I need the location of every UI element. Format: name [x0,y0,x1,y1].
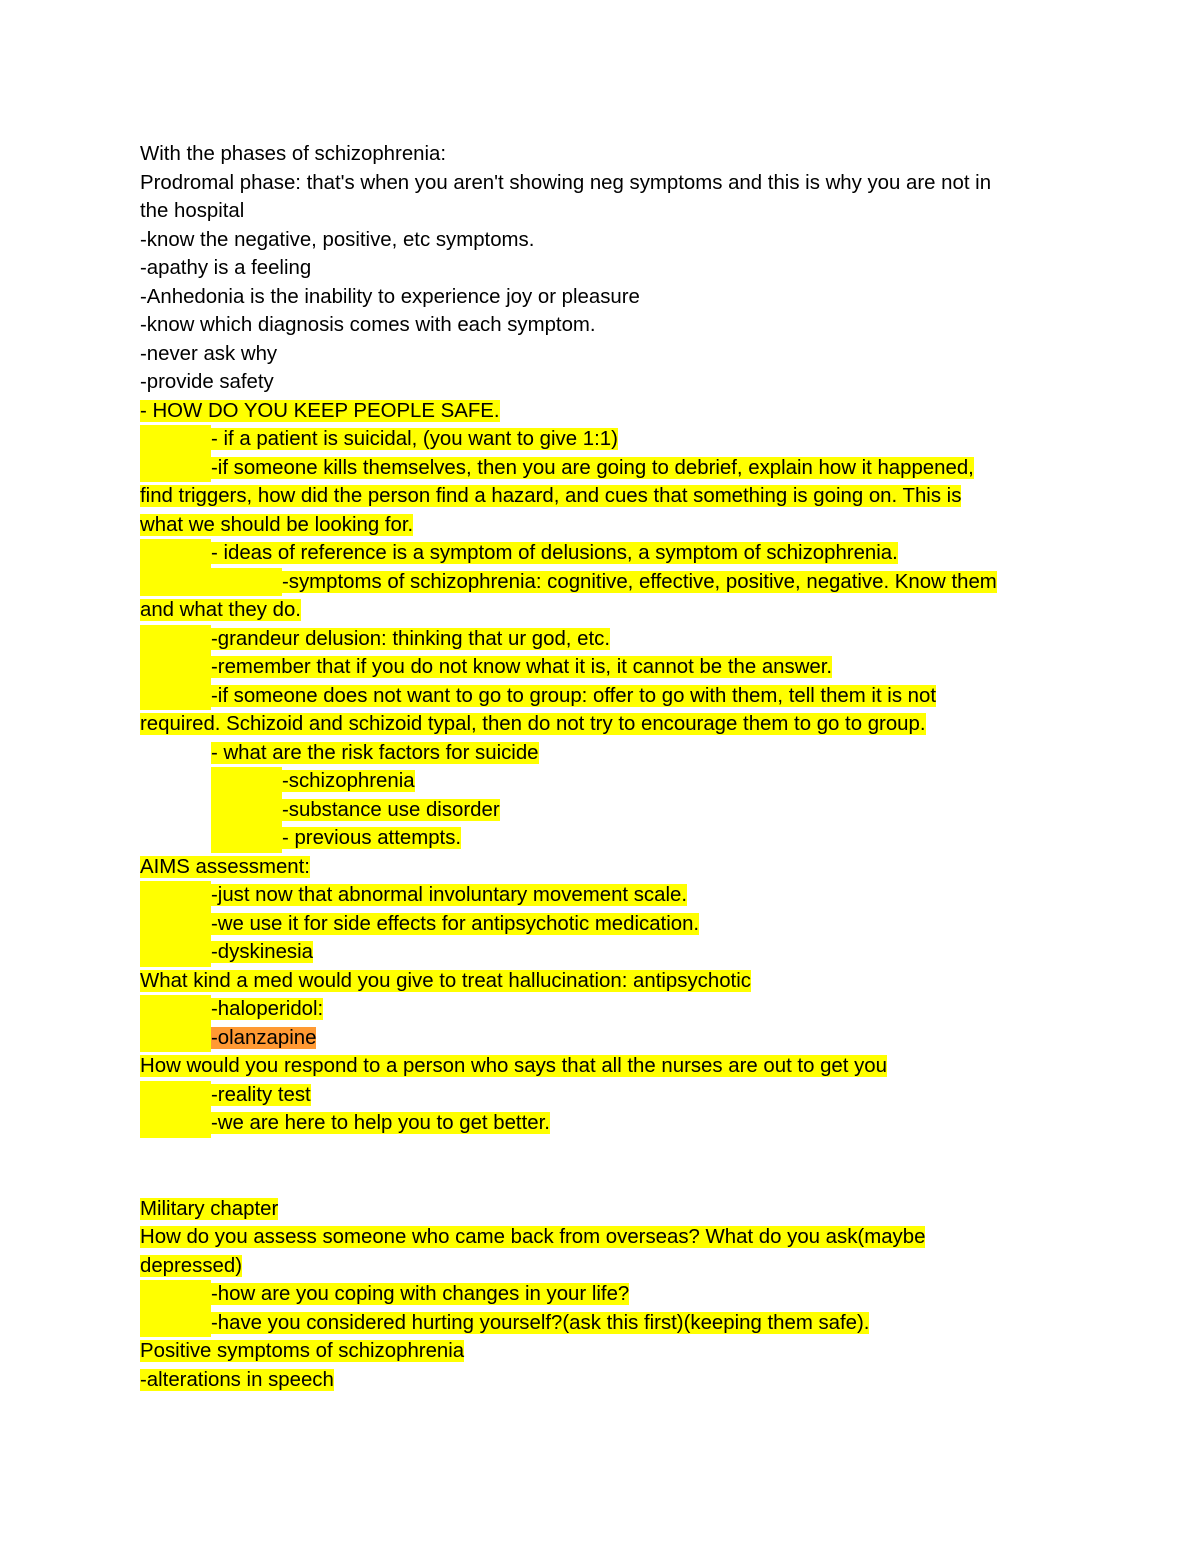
text-line [140,539,1050,568]
line-text: What kind a med would you give to treat hallucination: antipsychotic [140,969,751,992]
text-line [140,311,1050,340]
text-line [140,682,1050,711]
text-line [140,1195,1050,1224]
line-text: -never ask why [140,342,278,365]
indent-space [140,910,211,939]
line-text: -reality test [211,1083,311,1106]
text-line [140,197,1050,226]
indent-space [140,995,211,1024]
line-text: -have you considered hurting yourself?(ask this first)(keeping them safe). [211,1311,870,1334]
line-text: - HOW DO YOU KEEP PEOPLE SAFE. [140,399,500,422]
line-text: the hospital [140,200,245,222]
line-text: find triggers, how did the person find a hazard, and cues that something is going on. This is [140,485,962,507]
line-text: How do you assess someone who came back from overseas? What do you ask(maybe [140,1226,926,1248]
text-line [140,1280,1050,1309]
indent-space [140,1280,211,1309]
line-text: required. Schizoid and schizoid typal, then do not try to encourage them to go to group. [140,713,926,735]
text-line [140,1024,1050,1053]
line-text: -if someone does not want to go to group: offer to go with them, tell them it is not [211,684,937,707]
indent-space [140,1109,211,1138]
indent-space [140,1081,211,1110]
line-text: -we use it for side effects for antipsychotic medication. [211,912,700,935]
indent-space [140,1309,211,1338]
text-line [140,938,1050,967]
line-text: - what are the risk factors for suicide [211,741,539,764]
line-text: -substance use disorder [282,798,500,821]
line-text: Positive symptoms of schizophrenia [140,1340,465,1362]
indent-space [140,425,211,454]
text-line [140,625,1050,654]
text-line [140,226,1050,255]
line-text: AIMS assessment: [140,855,310,878]
line-text: How would you respond to a person who says that all the nurses are out to get you [140,1055,887,1077]
text-line [140,995,1050,1024]
line-text: -remember that if you do not know what it is, it cannot be the answer. [211,656,833,678]
line-text: -how are you coping with changes in your life? [211,1283,630,1305]
text-line [140,653,1050,682]
text-line [140,1337,1050,1366]
line-text: -we are here to help you to get better. [211,1112,550,1134]
line-text: -if someone kills themselves, then you are going to debrief, explain how it happened, [211,456,974,479]
indent-space [140,539,211,568]
line-text: -know the negative, positive, etc symptoms. [140,228,535,251]
text-line [140,283,1050,312]
indent-space [140,824,282,853]
text-line [140,967,1050,996]
line-text: -apathy is a feeling [140,257,312,279]
text-line [140,796,1050,825]
text-line [140,1081,1050,1110]
text-line [140,1309,1050,1338]
text-line [140,482,1050,511]
line-text: -dyskinesia [211,941,313,963]
line-text: -provide safety [140,371,274,393]
line-text: - if a patient is suicidal, (you want to give 1:1) [211,428,618,450]
line-text: -schizophrenia [282,770,415,792]
indent-space [140,796,282,825]
indent-space [140,568,282,597]
line-text: With the phases of schizophrenia: [140,143,447,165]
indent-space [140,653,211,682]
document-body [140,140,1050,1394]
line-text: - ideas of reference is a symptom of delusions, a symptom of schizophrenia. [211,542,898,564]
text-line [140,568,1050,597]
indent-space [140,739,211,768]
text-line [140,425,1050,454]
text-line [140,454,1050,483]
line-text: and what they do. [140,599,301,621]
text-line [140,169,1050,198]
text-line [140,340,1050,369]
text-line [140,254,1050,283]
text-line [140,1138,1050,1167]
line-text: -olanzapine [211,1026,317,1049]
text-line [140,596,1050,625]
indent-space [140,938,211,967]
text-line [140,910,1050,939]
line-text: Military chapter [140,1197,279,1220]
text-line [140,1052,1050,1081]
text-line [140,1366,1050,1395]
text-line [140,739,1050,768]
text-line [140,881,1050,910]
text-line [140,511,1050,540]
line-text: what we should be looking for. [140,513,414,536]
text-line [140,853,1050,882]
line-text: -alterations in speech [140,1368,334,1391]
text-line [140,1109,1050,1138]
line-text: -Anhedonia is the inability to experience joy or pleasure [140,285,640,308]
text-line [140,368,1050,397]
line-text: -grandeur delusion: thinking that ur god, etc. [211,627,611,650]
line-text: depressed) [140,1254,243,1277]
indent-space [140,454,211,483]
indent-space [140,767,282,796]
text-line [140,710,1050,739]
text-line [140,1252,1050,1281]
indent-space [140,625,211,654]
line-text: - previous attempts. [282,827,462,849]
text-line [140,1223,1050,1252]
indent-space [140,881,211,910]
line-text: -know which diagnosis comes with each symptom. [140,314,596,336]
text-line [140,140,1050,169]
indent-space [140,1024,211,1053]
text-line [140,397,1050,426]
text-line [140,824,1050,853]
line-text: -haloperidol: [211,998,324,1020]
line-text: -symptoms of schizophrenia: cognitive, effective, positive, negative. Know them [282,570,997,593]
indent-space [140,682,211,711]
text-line [140,767,1050,796]
line-text: Prodromal phase: that's when you aren't showing neg symptoms and this is why you are not in [140,171,992,194]
line-text: -just now that abnormal involuntary movement scale. [211,884,688,906]
text-line [140,1166,1050,1195]
